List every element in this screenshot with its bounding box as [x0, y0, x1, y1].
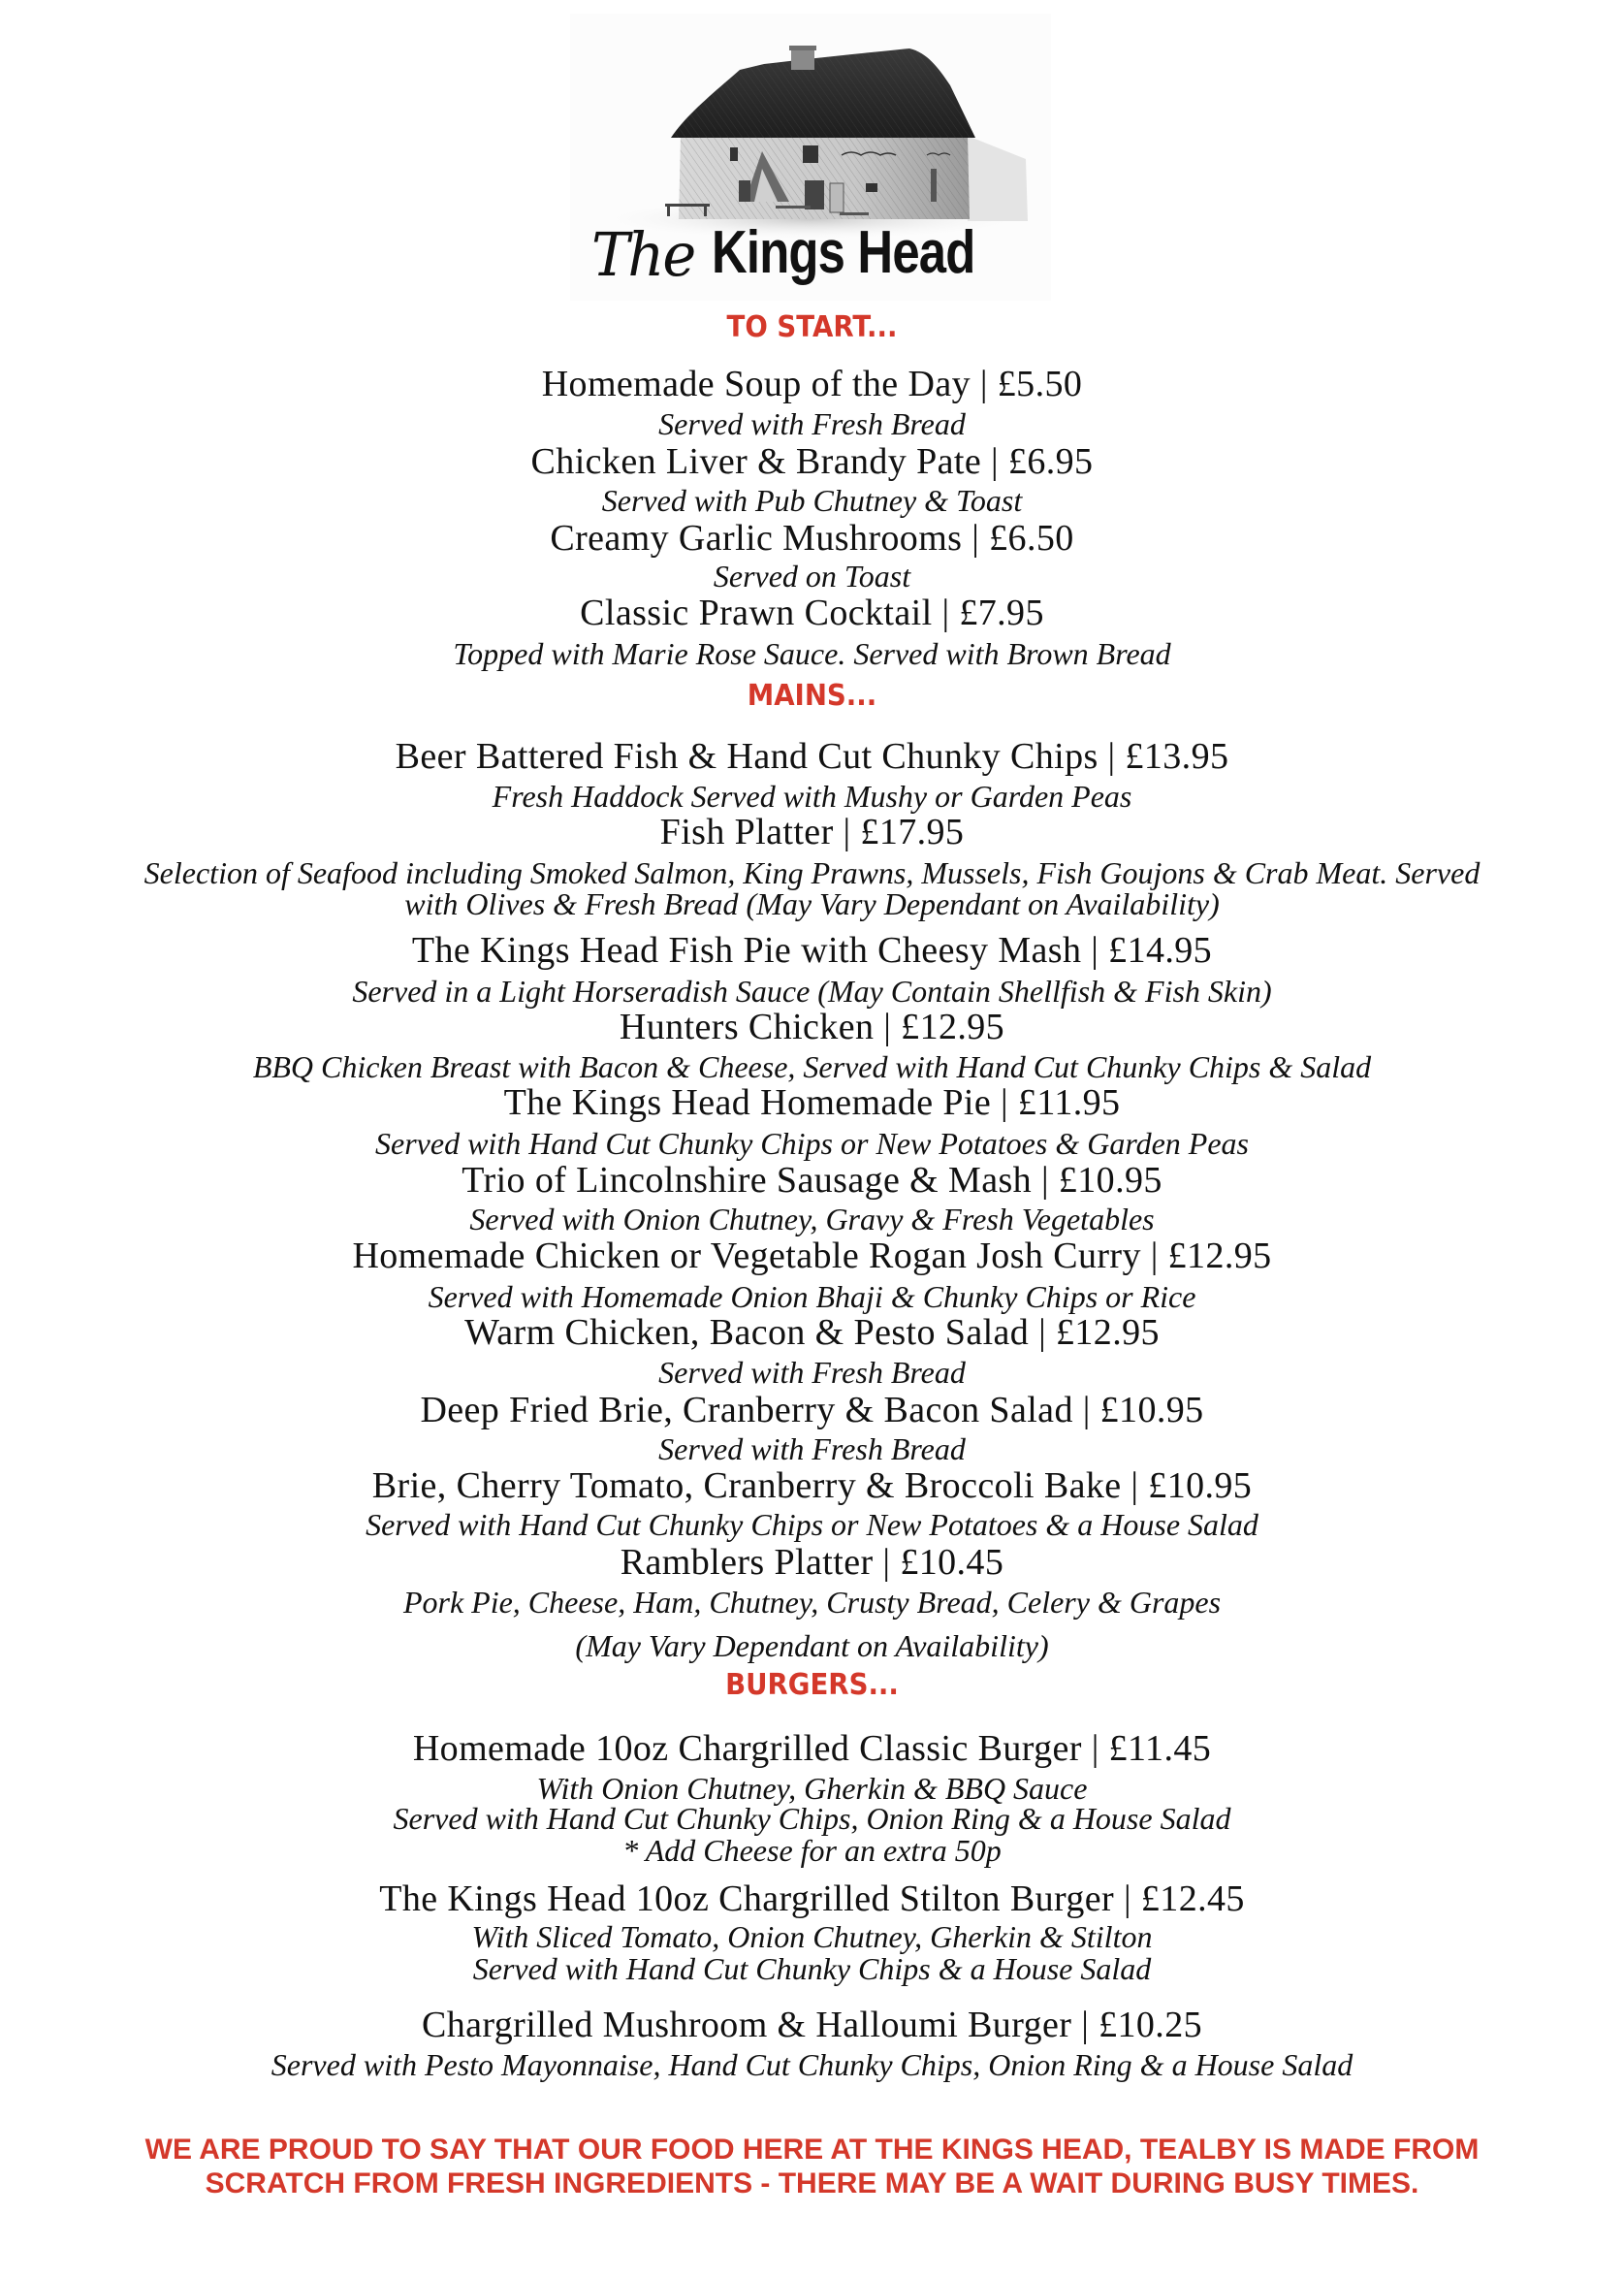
footer-notice-line: WE ARE PROUD TO SAY THAT OUR FOOD HERE AT THE KINGS HEAD, TEALBY IS MADE FROM — [144, 2134, 1480, 2166]
menu-item-title: Brie, Cherry Tomato, Cranberry & Broccoli Bake | £10.95 — [371, 1465, 1253, 1506]
menu-item-description: Served with Fresh Bread — [658, 1355, 966, 1390]
section-heading-starters: TO START... — [726, 310, 898, 344]
footer-notice-line: SCRATCH FROM FRESH INGREDIENTS - THERE MAY BE A WAIT DURING BUSY TIMES. — [205, 2167, 1419, 2199]
menu-item-title: Warm Chicken, Bacon & Pesto Salad | £12.95 — [464, 1312, 1160, 1353]
menu-item-description: Pork Pie, Cheese, Ham, Chutney, Crusty Bread, Celery & Grapes — [402, 1585, 1222, 1620]
menu-item-title: Homemade 10oz Chargrilled Classic Burger | £11.45 — [412, 1728, 1212, 1769]
menu-item-description: Served with Hand Cut Chunky Chips or New Potatoes & a House Salad — [366, 1507, 1258, 1542]
menu-item-description: Served with Homemade Onion Bhaji & Chunky Chips or Rice — [428, 1279, 1196, 1314]
menu-item-title: Classic Prawn Cocktail | £7.95 — [580, 593, 1044, 633]
menu-item-description: Served in a Light Horseradish Sauce (May Contain Shellfish & Fish Skin) — [352, 974, 1272, 1009]
logo — [570, 14, 1051, 301]
menu-item-description: (May Vary Dependant on Availability) — [575, 1628, 1049, 1663]
menu-item-description: BBQ Chicken Breast with Bacon & Cheese, Served with Hand Cut Chunky Chips & Salad — [252, 1049, 1372, 1084]
menu-item-title: The Kings Head 10oz Chargrilled Stilton Burger | £12.45 — [379, 1878, 1245, 1919]
menu-item-title: Ramblers Platter | £10.45 — [620, 1542, 1004, 1583]
menu-item-title: Beer Battered Fish & Hand Cut Chunky Chips | £13.95 — [395, 736, 1229, 777]
menu-item-title: Trio of Lincolnshire Sausage & Mash | £10.95 — [462, 1160, 1162, 1201]
logo-prefix-text: The — [591, 219, 695, 290]
menu-item-description: Fresh Haddock Served with Mushy or Garden Peas — [492, 779, 1132, 814]
menu-item-description: Served on Toast — [713, 559, 911, 594]
menu-item-title: Chicken Liver & Brandy Pate | £6.95 — [530, 441, 1094, 482]
menu-item-description: * Add Cheese for an extra 50p — [622, 1833, 1002, 1868]
menu-item-title: Homemade Soup of the Day | £5.50 — [541, 364, 1083, 404]
menu-item-description: Served with Hand Cut Chunky Chips or New Potatoes & Garden Peas — [375, 1126, 1249, 1161]
menu-item-title: The Kings Head Fish Pie with Cheesy Mash | £14.95 — [411, 930, 1213, 971]
menu-item-description: Served with Hand Cut Chunky Chips, Onion Ring & a House Salad — [393, 1801, 1231, 1836]
menu-item-title: Hunters Chicken | £12.95 — [619, 1007, 1005, 1047]
menu-item-description: Served with Pub Chutney & Toast — [601, 483, 1023, 518]
menu-item-description: With Onion Chutney, Gherkin & BBQ Sauce — [536, 1771, 1088, 1806]
menu-item-description: Served with Fresh Bread — [658, 1431, 966, 1466]
section-heading-mains: MAINS... — [747, 679, 877, 713]
menu-item-description: Served with Fresh Bread — [658, 406, 966, 441]
menu-item-title: Deep Fried Brie, Cranberry & Bacon Salad | £10.95 — [420, 1390, 1204, 1430]
menu-item-description: Served with Hand Cut Chunky Chips & a House Salad — [472, 1951, 1152, 1986]
menu-item-description: Topped with Marie Rose Sauce. Served with Brown Bread — [453, 636, 1171, 671]
menu-item-description: with Olives & Fresh Bread (May Vary Dependant on Availability) — [404, 886, 1220, 921]
logo-name-text: Kings Head — [712, 219, 975, 286]
menu-item-description: Selection of Seafood including Smoked Salmon, King Prawns, Mussels, Fish Goujons & Crab Meat. Served — [143, 855, 1481, 890]
menu-item-description: Served with Onion Chutney, Gravy & Fresh Vegetables — [469, 1202, 1155, 1236]
menu-item-title: Fish Platter | £17.95 — [659, 812, 965, 852]
menu-item-title: Chargrilled Mushroom & Halloumi Burger | £10.25 — [422, 2005, 1202, 2045]
menu-item-description: Served with Pesto Mayonnaise, Hand Cut Chunky Chips, Onion Ring & a House Salad — [271, 2047, 1353, 2082]
menu-item-description: With Sliced Tomato, Onion Chutney, Gherkin & Stilton — [471, 1919, 1153, 1954]
menu-item-title: Creamy Garlic Mushrooms | £6.50 — [550, 518, 1074, 559]
menu-item-title: Homemade Chicken or Vegetable Rogan Josh Curry | £12.95 — [352, 1236, 1272, 1276]
section-heading-burgers: BURGERS... — [725, 1668, 899, 1702]
menu-item-title: The Kings Head Homemade Pie | £11.95 — [503, 1082, 1121, 1123]
